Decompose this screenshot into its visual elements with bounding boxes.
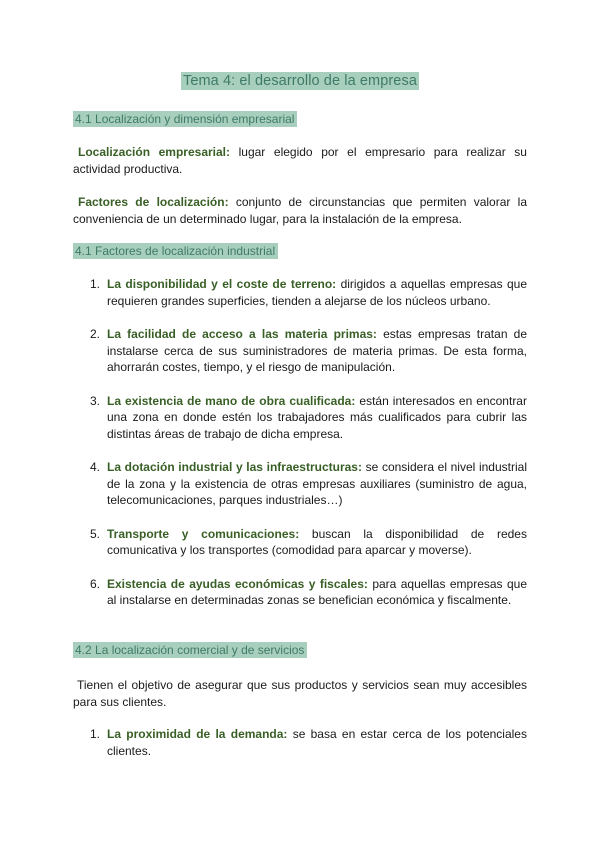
list-number: 2. [90, 327, 101, 341]
definition-factores [73, 194, 527, 228]
list-number: 4. [90, 460, 101, 474]
definition-localizacion [73, 144, 527, 178]
section-heading-factores-industrial: 4.1 Factores de localización industrial [73, 243, 278, 259]
list-item [90, 393, 527, 443]
section-heading-localizacion: 4.1 Localización y dimensión empresarial [73, 111, 297, 127]
list-item-text: están interesados en encontrar una zona en donde estén los trabajadores más cualificados para cubrir las distintas áreas de trabajo de dicha empresa. [107, 393, 527, 441]
list-number: 1. [90, 277, 101, 291]
list-item-term: La existencia de mano de obra cualificada: [107, 393, 356, 408]
list-item-term: La disponibilidad y el coste de terreno: [107, 277, 337, 291]
list-item-text: dirigidos a aquellas empresas que requieren grandes superficies, tienden a alejarse de los núcleos urbano. [107, 277, 528, 308]
factores-list [90, 276, 527, 609]
list-item-term: La facilidad de acceso a las materia primas: [107, 327, 377, 341]
list-item-term: Existencia de ayudas económicas y fiscales: [107, 576, 368, 591]
list-number: 6. [90, 576, 101, 591]
list-item [90, 326, 527, 376]
document-title-line [0, 72, 600, 90]
list-item-text: se basa en estar cerca de los potenciales clientes. [107, 727, 527, 758]
list-item-term: La dotación industrial y las infraestructuras: [107, 460, 362, 474]
list-item [90, 459, 527, 509]
list-item-term: La proximidad de la demanda: [107, 727, 288, 741]
list-item-text: se considera el nivel industrial de la zona y la existencia de otras empresas auxiliares (suministro de agua, telecomunicaciones, parques industriales…) [107, 460, 527, 507]
list-item-text: para aquellas empresas que al instalarse en determinadas zonas se benefician económica y fiscalmente. [107, 576, 527, 607]
definition-term: Factores de localización: [78, 195, 229, 209]
comercial-list [90, 726, 527, 759]
section-intro: Tienen el objetivo de asegurar que sus productos y servicios sean muy accesibles para sus clientes. [73, 678, 527, 709]
definition-text: lugar elegido por el empresario para realizar su actividad productiva. [73, 145, 527, 176]
list-number: 5. [90, 526, 101, 541]
list-item-text: buscan la disponibilidad de redes comunicativa y los transportes (comodidad para aparcar y moverse). [107, 526, 527, 557]
document-title: Tema 4: el desarrollo de la empresa [182, 73, 417, 89]
list-item [90, 526, 527, 559]
definition-text: conjunto de circunstancias que permiten valorar la conveniencia de un determinado lugar, para la instalación de la empresa. [73, 195, 527, 226]
list-number: 3. [90, 393, 101, 408]
list-item [90, 276, 527, 309]
list-item [90, 576, 527, 609]
list-item-text: estas empresas tratan de instalarse cerca de sus suministradores de materia primas. De esta forma, ahorrarán costes, tiempo, y el riesgo de manipulación. [107, 327, 528, 374]
section-heading-comercial: 4.2 La localización comercial y de servicios [73, 642, 307, 658]
list-number: 1. [90, 727, 101, 741]
list-item-term: Transporte y comunicaciones: [107, 526, 300, 541]
list-item [90, 726, 527, 759]
definition-term: Localización empresarial: [78, 145, 230, 159]
